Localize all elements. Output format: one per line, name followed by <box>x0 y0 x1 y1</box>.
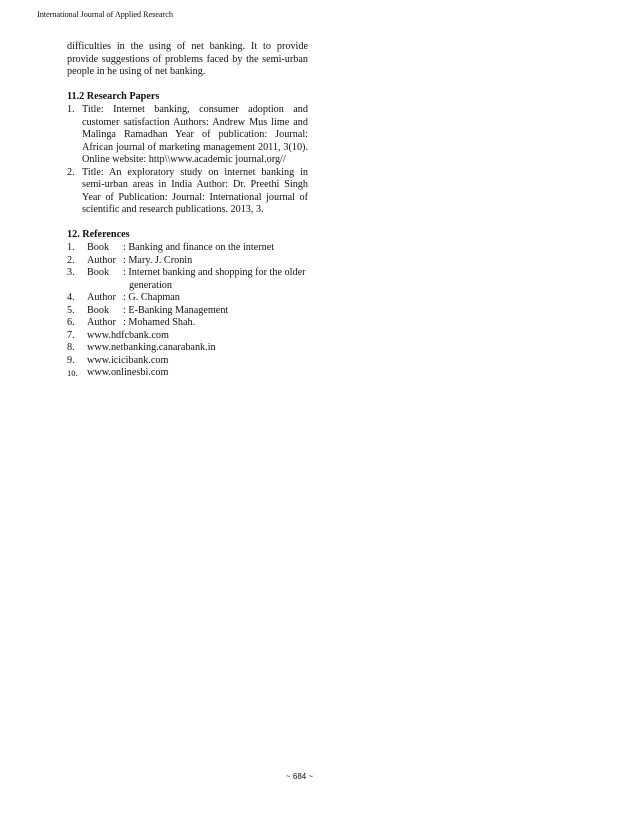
reference-type: Book <box>87 304 110 316</box>
research-paper-item <box>67 167 308 217</box>
item-number: 3. <box>67 267 75 278</box>
reference-type: Author <box>87 292 116 303</box>
reference-text: : Mohamed Shah. <box>123 317 196 328</box>
research-papers-heading: 11.2 Research Papers <box>67 90 160 102</box>
reference-item <box>67 355 308 368</box>
reference-item <box>67 255 308 268</box>
reference-type: Book <box>87 242 110 253</box>
research-papers-list <box>67 104 308 217</box>
item-number: 2. <box>67 254 75 266</box>
reference-item <box>67 305 308 318</box>
reference-website: www.onlinesbi.com <box>87 367 169 378</box>
reference-item <box>67 367 308 380</box>
reference-text: : Internet banking and shopping for the older generation <box>123 267 306 291</box>
reference-text: : E-Banking Management <box>123 304 229 316</box>
item-number: 9. <box>67 354 75 366</box>
item-number: 7. <box>67 329 75 341</box>
intro-paragraph: difficulties in the using of net banking. It to provide provide suggestions of problems faced by the semi-urban people in he using of net banking. <box>67 41 308 77</box>
reference-type: Author <box>87 254 116 266</box>
references-list <box>67 242 308 380</box>
reference-item <box>67 330 308 343</box>
research-paper-item <box>67 104 308 167</box>
item-number: 4. <box>67 292 75 303</box>
research-paper-text: Title: Internet banking, consumer adoption and customer satisfaction Authors: Andrew Mus lime and Malinga Ramadhan Year of publication: Journal: African journal of marketing management 2011, 3(10). Online website: http\\www.academic journal.org// <box>82 104 308 165</box>
reference-item <box>67 317 308 330</box>
reference-item <box>67 242 308 255</box>
item-number: 1. <box>67 242 75 253</box>
item-number: 10. <box>67 368 78 378</box>
reference-item <box>67 342 308 355</box>
reference-website: www.netbanking.canarabank.in <box>87 342 216 353</box>
references-heading: 12. References <box>67 228 130 240</box>
reference-item <box>67 292 308 305</box>
journal-header: International Journal of Applied Research <box>37 10 173 19</box>
page-number: ~ 684 ~ <box>286 772 314 781</box>
reference-website: www.icicibank.com <box>87 354 169 366</box>
article-column <box>67 41 308 380</box>
item-number: 8. <box>67 342 75 353</box>
reference-website: www.hdfcbank.com <box>87 329 169 341</box>
reference-text: : G. Chapman <box>123 292 180 303</box>
item-number: 2. <box>67 166 75 178</box>
item-number: 1. <box>67 104 75 115</box>
reference-type: Author <box>87 317 116 328</box>
item-number: 6. <box>67 317 75 328</box>
reference-item <box>67 267 308 292</box>
reference-text: : Mary. J. Cronin <box>123 254 193 266</box>
reference-type: Book <box>87 267 110 278</box>
reference-text: : Banking and finance on the internet <box>123 242 275 253</box>
research-paper-text: Title: An exploratory study on internet banking in semi-urban areas in India Author: Dr. Preethi Singh Year of Publication: Journal: International journal of scientific and research publications. 2013, 3. <box>82 166 308 215</box>
item-number: 5. <box>67 304 75 316</box>
